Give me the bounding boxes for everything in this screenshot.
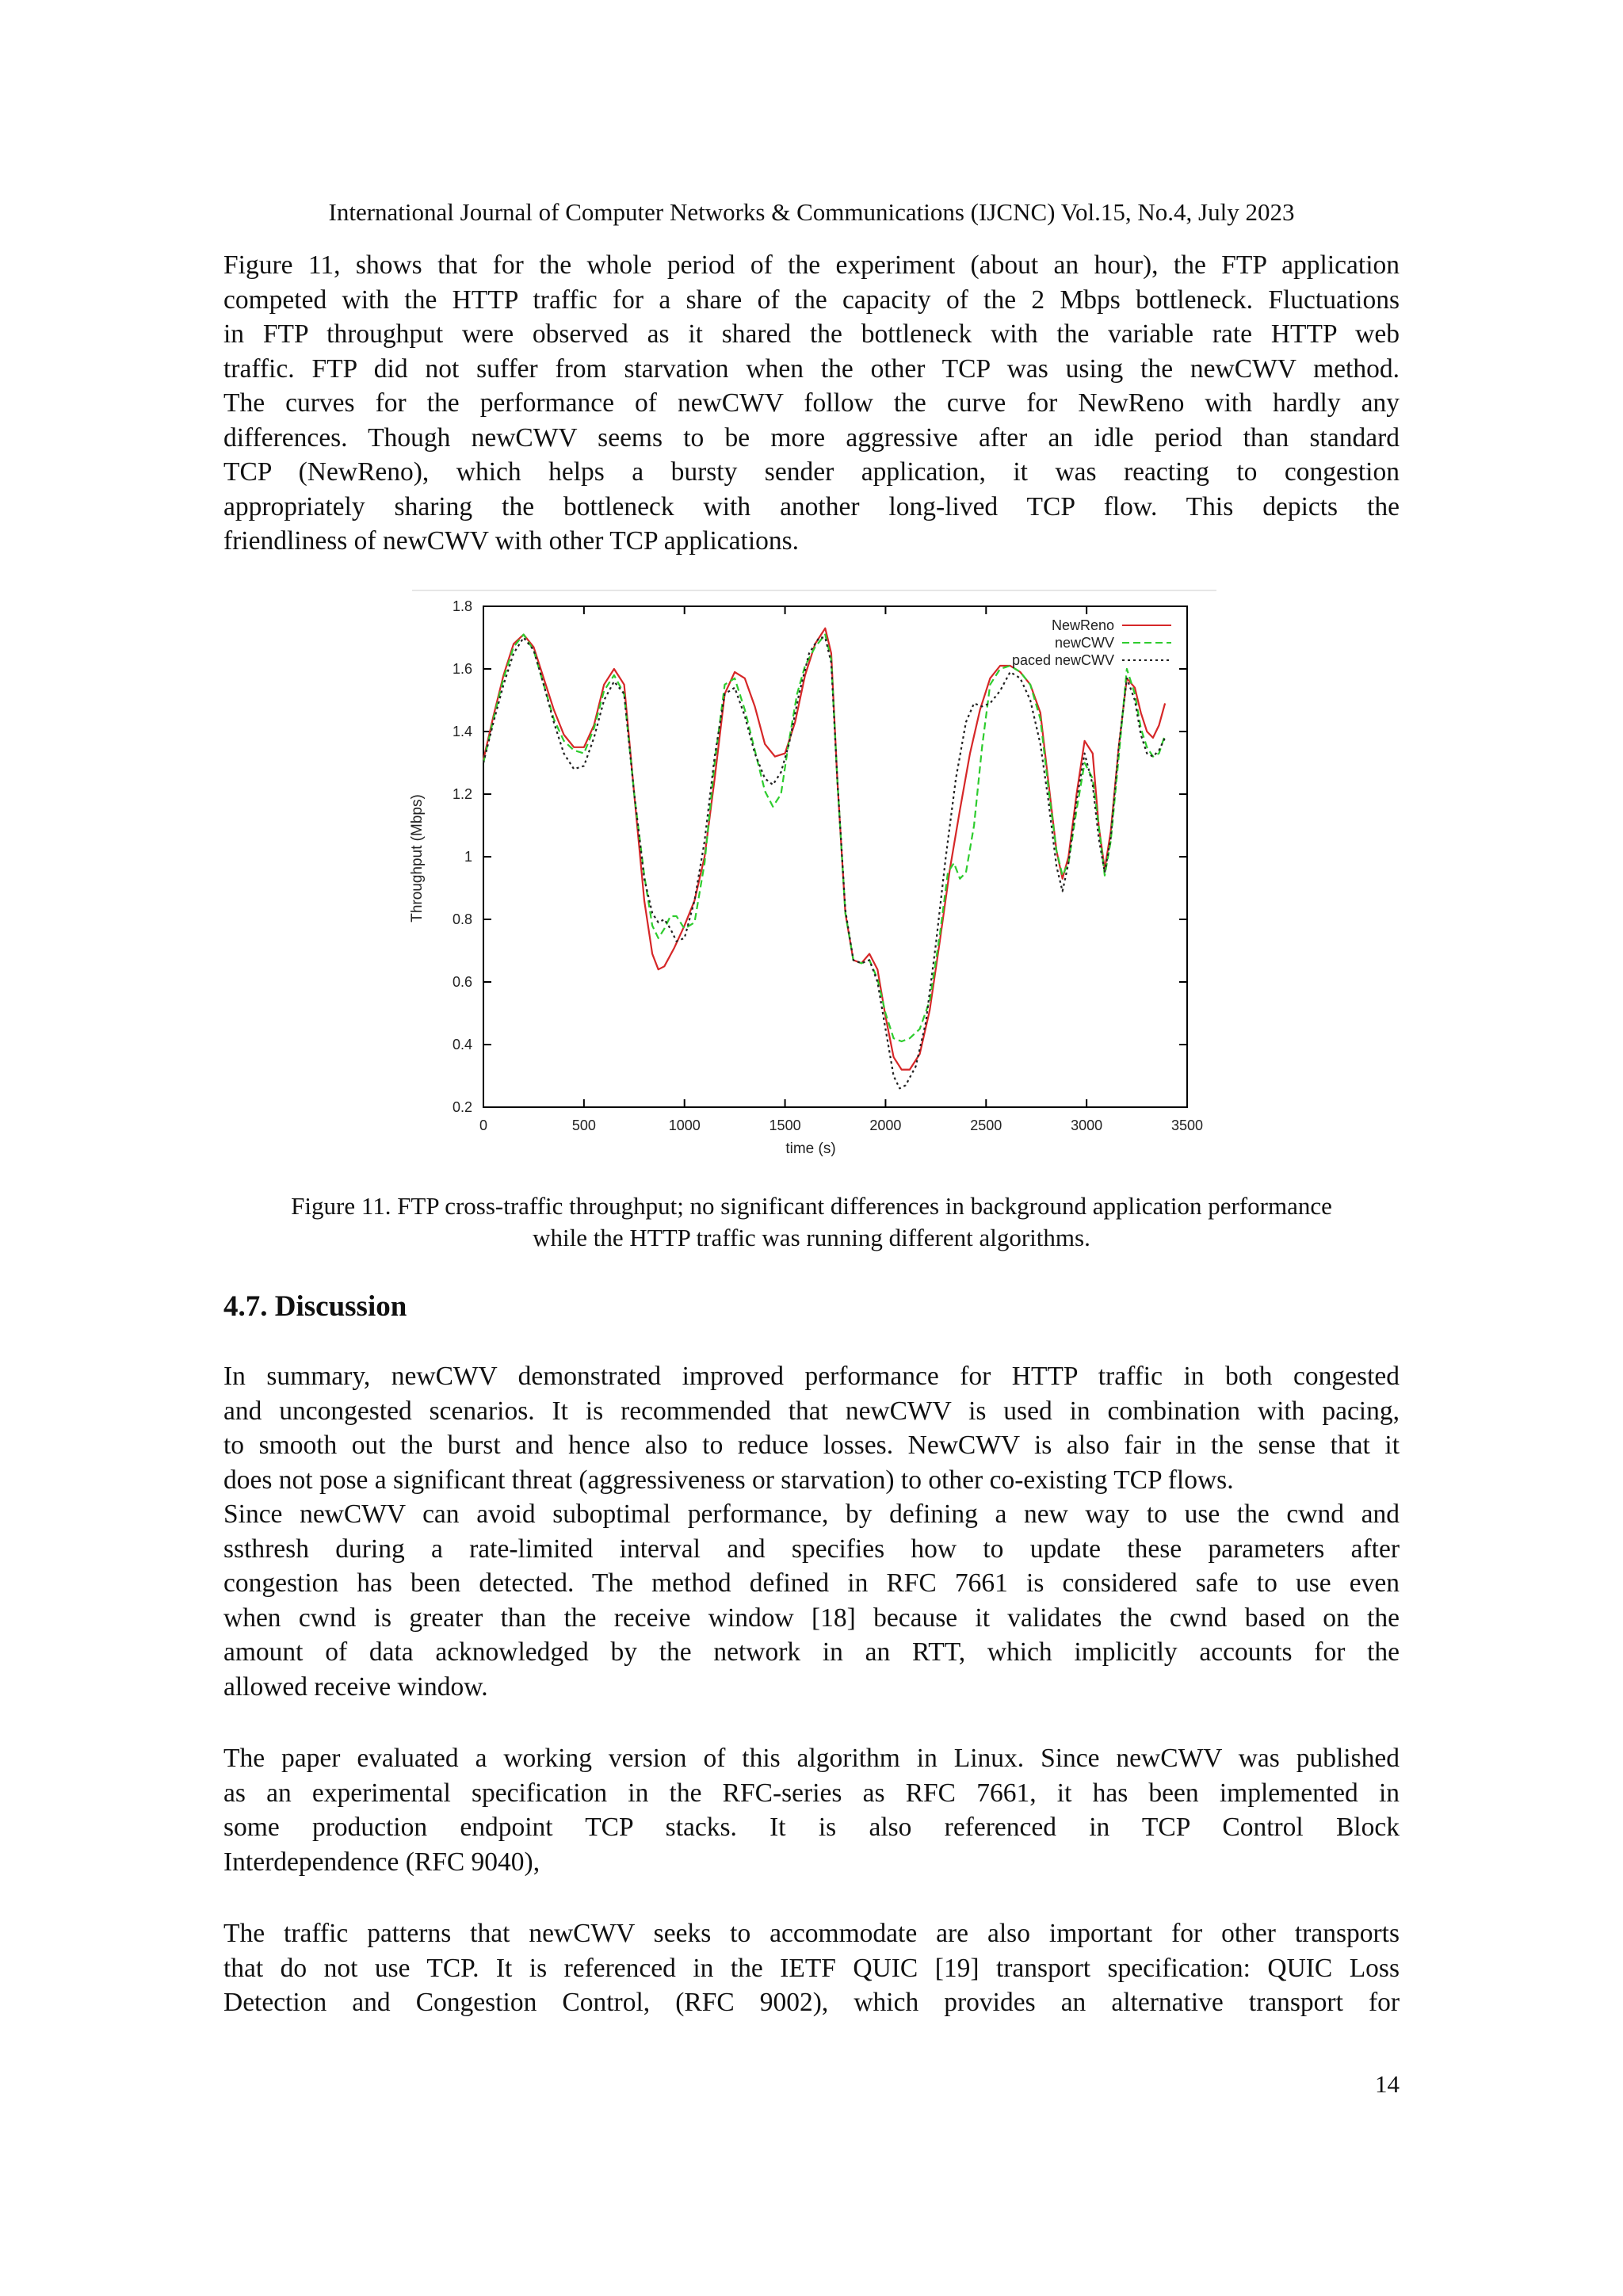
text-line: does not pose a significant threat (aggressiveness or starvation) to other co-existing TCP flows. [223, 1465, 1234, 1495]
throughput-chart [396, 586, 1236, 1173]
x-tick-label: 1500 [769, 1117, 801, 1133]
text-line: appropriately sharing the bottleneck with another long-lived TCP flow. This depicts the [223, 491, 1400, 521]
section-heading: 4.7. Discussion [223, 1290, 407, 1323]
text-line: The paper evaluated a working version of this algorithm in Linux. Since newCWV was published [223, 1744, 1400, 1773]
y-tick-label: 0.4 [452, 1037, 472, 1052]
legend-label: NewReno [1051, 617, 1114, 633]
y-tick-label: 0.8 [452, 911, 472, 927]
legend-label: paced newCWV [1011, 652, 1114, 668]
x-tick-label: 0 [479, 1117, 488, 1133]
text-line: as an experimental specification in the RFC-series as RFC 7661, it has been implemented in [223, 1778, 1400, 1808]
x-tick-label: 3000 [1071, 1117, 1103, 1133]
text-line: amount of data acknowledged by the network in an RTT, which implicitly accounts for the [223, 1637, 1400, 1667]
text-line: when cwnd is greater than the receive window [18] because it validates the cwnd based on the [223, 1603, 1400, 1633]
text-line: some production endpoint TCP stacks. It is also referenced in TCP Control Block [223, 1813, 1400, 1842]
paragraph-implementation [223, 1741, 1400, 1879]
text-line: in FTP throughput were observed as it shared the bottleneck with the variable rate HTTP web [223, 319, 1400, 349]
text-line: Detection and Congestion Control, (RFC 9002), which provides an alternative transport for [223, 1988, 1400, 2017]
x-tick-label: 1000 [668, 1117, 701, 1133]
paragraph-summary [223, 1359, 1400, 1704]
x-tick-label: 2000 [869, 1117, 902, 1133]
caption-line: while the HTTP traffic was running different algorithms. [533, 1224, 1090, 1251]
x-tick-label: 500 [571, 1117, 596, 1133]
x-axis-label: time (s) [785, 1140, 836, 1157]
y-tick-label: 1.8 [452, 598, 472, 614]
text-line: that do not use TCP. It is referenced in the IETF QUIC [19] transport specification: QUIC Loss [223, 1953, 1400, 1983]
y-axis-label: Throughput (Mbps) [409, 794, 426, 923]
text-line: competed with the HTTP traffic for a share of the capacity of the 2 Mbps bottleneck. Fluctuations [223, 285, 1400, 315]
text-line: Since newCWV can avoid suboptimal performance, by defining a new way to use the cwnd and [223, 1499, 1400, 1529]
legend-label: newCWV [1054, 635, 1114, 651]
paragraph-figure-discussion [223, 248, 1400, 559]
text-line: TCP (NewReno), which helps a bursty sender application, it was reacting to congestion [223, 457, 1400, 487]
series-line-paced-newcwv [483, 638, 1165, 1089]
text-line: In summary, newCWV demonstrated improved performance for HTTP traffic in both congested [223, 1362, 1400, 1391]
text-line: The traffic patterns that newCWV seeks to accommodate are also important for other transports [223, 1919, 1400, 1948]
text-line: ssthresh during a rate-limited interval and specifies how to update these parameters after [223, 1534, 1400, 1564]
text-line: allowed receive window. [223, 1671, 488, 1702]
text-line: differences. Though newCWV seems to be more aggressive after an idle period than standard [223, 422, 1400, 453]
data-series [483, 628, 1165, 1089]
y-tick-label: 0.2 [452, 1099, 472, 1115]
caption-line: Figure 11. FTP cross-traffic throughput; no significant differences in background application performance [291, 1192, 1332, 1220]
journal-header: International Journal of Computer Networks & Communications (IJCNC) Vol.15, No.4, July 2023 [328, 198, 1295, 226]
tick-labels [453, 598, 1203, 1133]
figure-caption [190, 1190, 1433, 1254]
chart-legend [1012, 617, 1171, 668]
text-line: The curves for the performance of newCWV follow the curve for NewReno with hardly any [223, 388, 1400, 418]
paragraph-quic [223, 1916, 1400, 2020]
y-tick-label: 0.6 [452, 974, 472, 990]
y-tick-label: 1 [464, 849, 472, 865]
text-line: Interdependence (RFC 9040), [223, 1847, 540, 1877]
text-line: congestion has been detected. The method defined in RFC 7661 is considered safe to use even [223, 1568, 1400, 1598]
text-line: Figure 11, shows that for the whole period of the experiment (about an hour), the FTP application [223, 250, 1400, 280]
text-line: to smooth out the burst and hence also to reduce losses. NewCWV is also fair in the sense that it [223, 1431, 1400, 1460]
x-tick-label: 2500 [970, 1117, 1002, 1133]
y-tick-label: 1.6 [452, 661, 472, 677]
series-line-newreno [483, 628, 1165, 1070]
axis-ticks [483, 606, 1187, 1107]
text-line: and uncongested scenarios. It is recommended that newCWV is used in combination with pacing, [223, 1396, 1400, 1426]
y-tick-label: 1.4 [452, 724, 472, 739]
text-line: friendliness of newCWV with other TCP applications. [223, 526, 800, 556]
page-number: 14 [1375, 2070, 1400, 2098]
series-line-newcwv [483, 635, 1165, 1041]
plot-frame [483, 606, 1187, 1107]
text-line: traffic. FTP did not suffer from starvation when the other TCP was using the newCWV method. [223, 353, 1400, 384]
x-tick-label: 3500 [1170, 1117, 1204, 1133]
y-tick-label: 1.2 [452, 786, 472, 802]
